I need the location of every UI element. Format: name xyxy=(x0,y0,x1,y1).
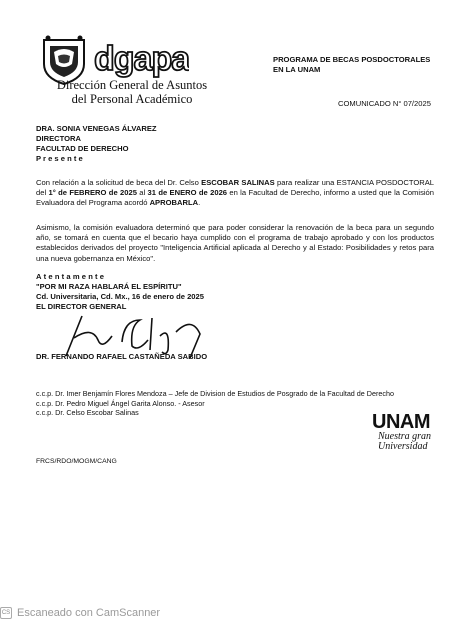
closing-role: EL DIRECTOR GENERAL xyxy=(36,302,127,311)
svg-text:dgapa: dgapa xyxy=(94,40,189,78)
addressee-role: DIRECTORA xyxy=(36,134,82,143)
body-paragraph-2: Asimismo, la comisión evaluadora determinó que para poder considerar la renovación de la beca para un segundo año, se tomará en cuenta que el becario haya cumplido con el programa de trabajo aprobado y con los productos establecidos derivados del proyecto "Inteligencia Artificial aplicada al Derecho y al Estado: Posibilidades y retos para una nueva gobernanza en México". xyxy=(36,223,434,263)
p1-bold-name: ESCOBAR SALINAS xyxy=(201,178,275,187)
addressee-presente: P r e s e n t e xyxy=(36,154,83,163)
ccp-list xyxy=(36,389,394,418)
ccp-item: c.c.p. Dr. Imer Benjamín Flores Mendoza – Jefe de Division de Estudios de Posgrado de la Facultad de Derecho xyxy=(36,389,394,398)
scanner-footer xyxy=(0,607,160,619)
unam-logo-tagline-2: Universidad xyxy=(378,441,428,452)
ccp-item: c.c.p. Dr. Pedro Miguel Ángel Garita Alonso. - Asesor xyxy=(36,398,205,408)
org-name-line1: Dirección General de Asuntos xyxy=(56,78,208,92)
program-line2: EN LA UNAM xyxy=(273,65,321,74)
p1-text-g: en la Facultad de Derecho, informo a usted que la Comisión Evaluadora del Programa acordó xyxy=(36,188,434,208)
program-line1: PROGRAMA DE BECAS POSDOCTORALES xyxy=(273,55,431,64)
signer-name: DR. FERNANDO RAFAEL CASTAÑEDA SABIDO xyxy=(36,352,208,361)
p1-text-i: . xyxy=(198,198,201,208)
comunicado-number: COMUNICADO N° 07/2025 xyxy=(338,99,431,108)
closing-atentamente: Atentamente xyxy=(36,272,107,281)
p1-bold-end-date: 31 de ENERO de 2026 xyxy=(147,188,228,198)
unam-logo-tagline-1: Nuestra gran xyxy=(378,431,432,442)
program-title xyxy=(273,55,430,75)
reference-initials: FRCS/RDO/MOGM/CANG xyxy=(36,458,117,465)
p1-bold-start-date: 1° de FEBRERO de 2025 xyxy=(48,188,137,198)
body-paragraph-1 xyxy=(36,178,434,209)
p1-text-a: Con relación a la solicitud de beca del Dr. Celso xyxy=(36,178,202,187)
p1-text-e: al xyxy=(136,188,148,198)
unam-logo-name: UNAM xyxy=(372,411,430,433)
p1-text-c: para realizar una ESTANCIA POSDOCTORAL del xyxy=(36,178,434,198)
org-name xyxy=(44,78,220,106)
closing-place-date: Cd. Universitaria, Cd. Mx., 16 de enero de 2025 xyxy=(36,292,204,301)
addressee-name: DRA. SONIA VENEGAS ÁLVAREZ xyxy=(36,124,157,133)
addressee-faculty: FACULTAD DE DERECHO xyxy=(36,144,129,153)
unam-logo xyxy=(372,412,438,452)
dgapa-logo xyxy=(94,40,189,78)
closing-motto: "POR MI RAZA HABLARÁ EL ESPÍRITU" xyxy=(36,282,182,291)
addressee-block xyxy=(36,124,157,164)
scanner-footer-text: Escaneado con CamScanner xyxy=(17,607,161,619)
ccp-item: c.c.p. Dr. Celso Escobar Salinas xyxy=(36,408,139,418)
p1-bold-decision: APROBARLA xyxy=(149,198,199,208)
camscanner-icon: CS xyxy=(0,607,12,619)
org-name-line2: del Personal Académico xyxy=(71,92,193,106)
